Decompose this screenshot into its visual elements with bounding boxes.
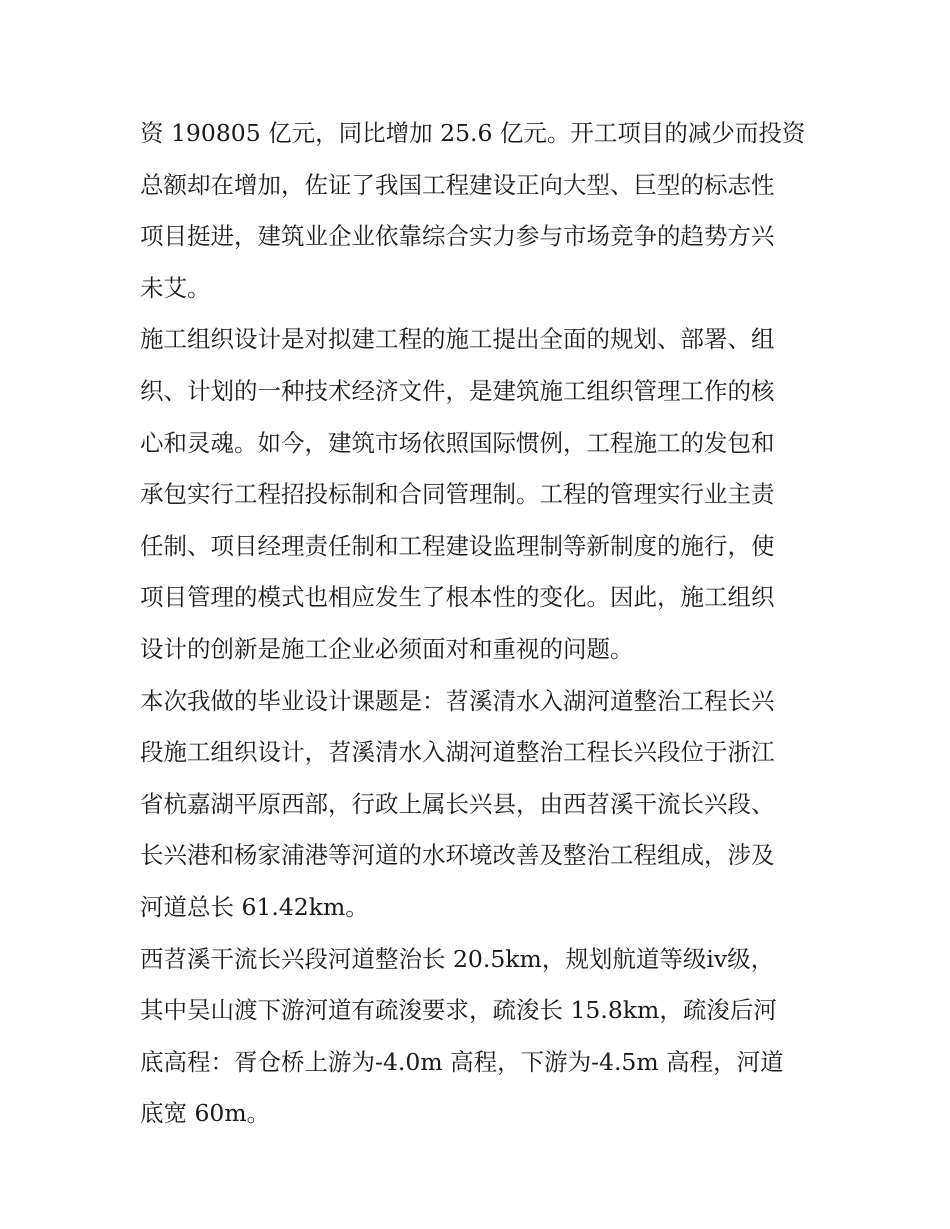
text-line: 未艾。 — [140, 273, 211, 302]
text-line: 底高程：胥仓桥上游为-4.0m 高程，下游为-4.5m 高程，河道 — [140, 1047, 784, 1076]
text-line: 长兴港和杨家浦港等河道的水环境改善及整治工程组成，涉及 — [140, 841, 775, 870]
text-line: 任制、项目经理责任制和工程建设监理制等新制度的施行，使 — [140, 531, 775, 560]
text-line: 织、计划的一种技术经济文件，是建筑施工组织管理工作的核 — [140, 376, 775, 405]
text-line: 其中吴山渡下游河道有疏浚要求，疏浚长 15.8km，疏浚后河 — [140, 996, 777, 1025]
text-line: 底宽 60m。 — [140, 1099, 271, 1128]
text-line: 本次我做的毕业设计课题是：苕溪清水入湖河道整治工程长兴 — [140, 686, 775, 715]
paragraph-construction-design — [140, 314, 820, 675]
text-line: 设计的创新是施工企业必须面对和重视的问题。 — [140, 634, 634, 663]
paragraph-river-dredging — [140, 934, 820, 1140]
document-body — [140, 108, 820, 1140]
text-line: 资 190805 亿元，同比增加 25.6 亿元。开工项目的减少而投资 — [140, 119, 806, 147]
paragraph-thesis-topic — [140, 676, 820, 934]
text-line: 西苕溪干流长兴段河道整治长 20.5km，规划航道等级ⅳ级， — [140, 944, 775, 973]
text-line: 心和灵魂。如今，建筑市场依照国际惯例，工程施工的发包和 — [140, 428, 775, 457]
text-line: 项目挺进，建筑业企业依靠综合实力参与市场竞争的趋势方兴 — [140, 222, 775, 251]
text-line: 省杭嘉湖平原西部，行政上属长兴县，由西苕溪干流长兴段、 — [140, 789, 775, 818]
text-line: 承包实行工程招投标制和合同管理制。工程的管理实行业主责 — [140, 480, 775, 509]
text-line: 施工组织设计是对拟建工程的施工提出全面的规划、部署、组 — [140, 325, 775, 354]
paragraph-investment — [140, 108, 820, 314]
text-line: 项目管理的模式也相应发生了根本性的变化。因此，施工组织 — [140, 583, 775, 612]
text-line: 河道总长 61.42km。 — [140, 892, 369, 921]
text-line: 段施工组织设计，苕溪清水入湖河道整治工程长兴段位于浙江 — [140, 738, 775, 767]
text-line: 总额却在增加，佐证了我国工程建设正向大型、巨型的标志性 — [140, 170, 775, 199]
